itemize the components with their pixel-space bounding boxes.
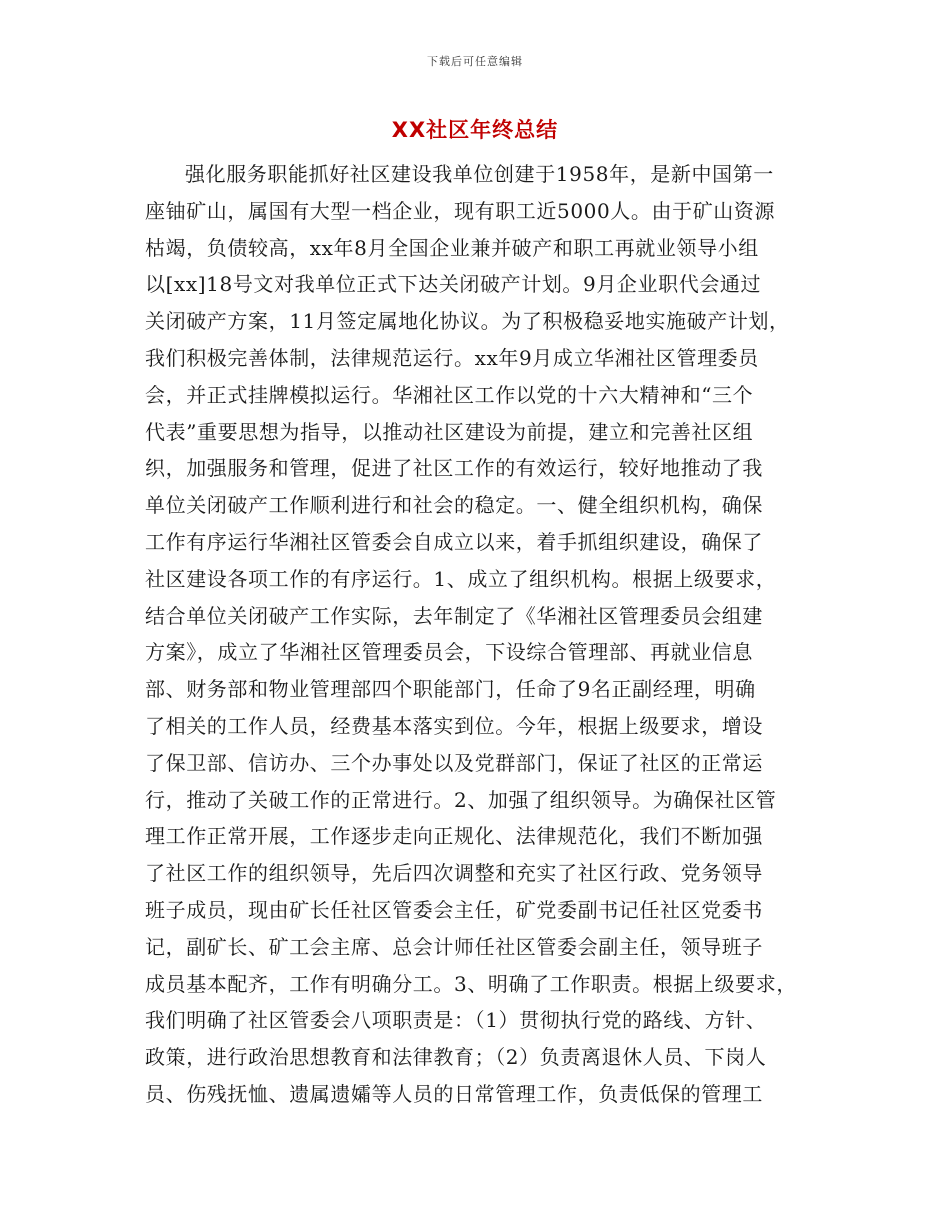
body-line: 座铀矿山，属国有大型一档企业，现有职工近5000人。由于矿山资源 xyxy=(145,198,776,223)
body-line: 织，加强服务和管理，促进了社区工作的有效运行，较好地推动了我 xyxy=(145,456,763,481)
body-line: 我们明确了社区管委会八项职责是：（1）贯彻执行党的路线、方针、 xyxy=(145,1008,767,1033)
body-line: 政策，进行政治思想教育和法律教育；（2）负责离退休人员、下岗人 xyxy=(145,1045,767,1070)
body-line: 行，推动了关破工作的正常进行。2、加强了组织领导。为确保社区管 xyxy=(145,787,777,812)
body-line: 方案》，成立了华湘社区管理委员会，下设综合管理部、再就业信息 xyxy=(145,640,753,665)
body-line: 部、财务部和物业管理部四个职能部门，任命了9名正副经理，明确 xyxy=(145,677,756,702)
body-line: 会，并正式挂牌模拟运行。华湘社区工作以党的十六大精神和“三个 xyxy=(145,382,754,407)
body-line: 工作有序运行华湘社区管委会自成立以来，着手抓组织建设，确保了 xyxy=(145,529,763,554)
body-line: 代表”重要思想为指导，以推动社区建设为前提，建立和完善社区组 xyxy=(145,419,754,444)
body-line: 理工作正常开展，工作逐步走向正规化、法律规范化，我们不断加强 xyxy=(145,824,763,849)
header-note: 下载后可任意编辑 xyxy=(427,55,523,68)
body-line: 社区建设各项工作的有序运行。1、成立了组织机构。根据上级要求， xyxy=(145,566,777,591)
document-body xyxy=(145,156,817,1113)
body-line: 关闭破产方案，11月签定属地化协议。为了积极稳妥地实施破产计划， xyxy=(145,309,790,334)
body-line: 成员基本配齐，工作有明确分工。3、明确了工作职责。根据上级要求， xyxy=(145,971,797,996)
body-line: 枯竭，负债较高，xx年8月全国企业兼并破产和职工再就业领导小组 xyxy=(145,235,759,260)
body-line: 强化服务职能抓好社区建设我单位创建于1958年，是新中国第一 xyxy=(185,162,774,186)
body-line: 记，副矿长、矿工会主席、总会计师任社区管委会副主任，领导班子 xyxy=(145,934,763,959)
document-title: XX社区年终总结 xyxy=(391,118,559,142)
body-line: 员、伤残抚恤、遗属遗孀等人员的日常管理工作，负责低保的管理工 xyxy=(145,1081,763,1106)
body-line: 我们积极完善体制，法律规范运行。xx年9月成立华湘社区管理委员 xyxy=(145,345,759,370)
body-line: 结合单位关闭破产工作实际，去年制定了《华湘社区管理委员会组建 xyxy=(145,603,763,628)
body-line: 了保卫部、信访办、三个办事处以及党群部门，保证了社区的正常运 xyxy=(145,750,763,775)
body-line: 单位关闭破产工作顺利进行和社会的稳定。一、健全组织机构，确保 xyxy=(145,493,763,518)
body-line: 以[xx]18号文对我单位正式下达关闭破产计划。9月企业职代会通过 xyxy=(145,272,762,297)
body-line: 班子成员，现由矿长任社区管委会主任，矿党委副书记任社区党委书 xyxy=(145,897,763,922)
body-line: 了社区工作的组织领导，先后四次调整和充实了社区行政、党务领导 xyxy=(145,861,763,886)
body-line: 了相关的工作人员，经费基本落实到位。今年，根据上级要求，增设 xyxy=(145,713,763,738)
